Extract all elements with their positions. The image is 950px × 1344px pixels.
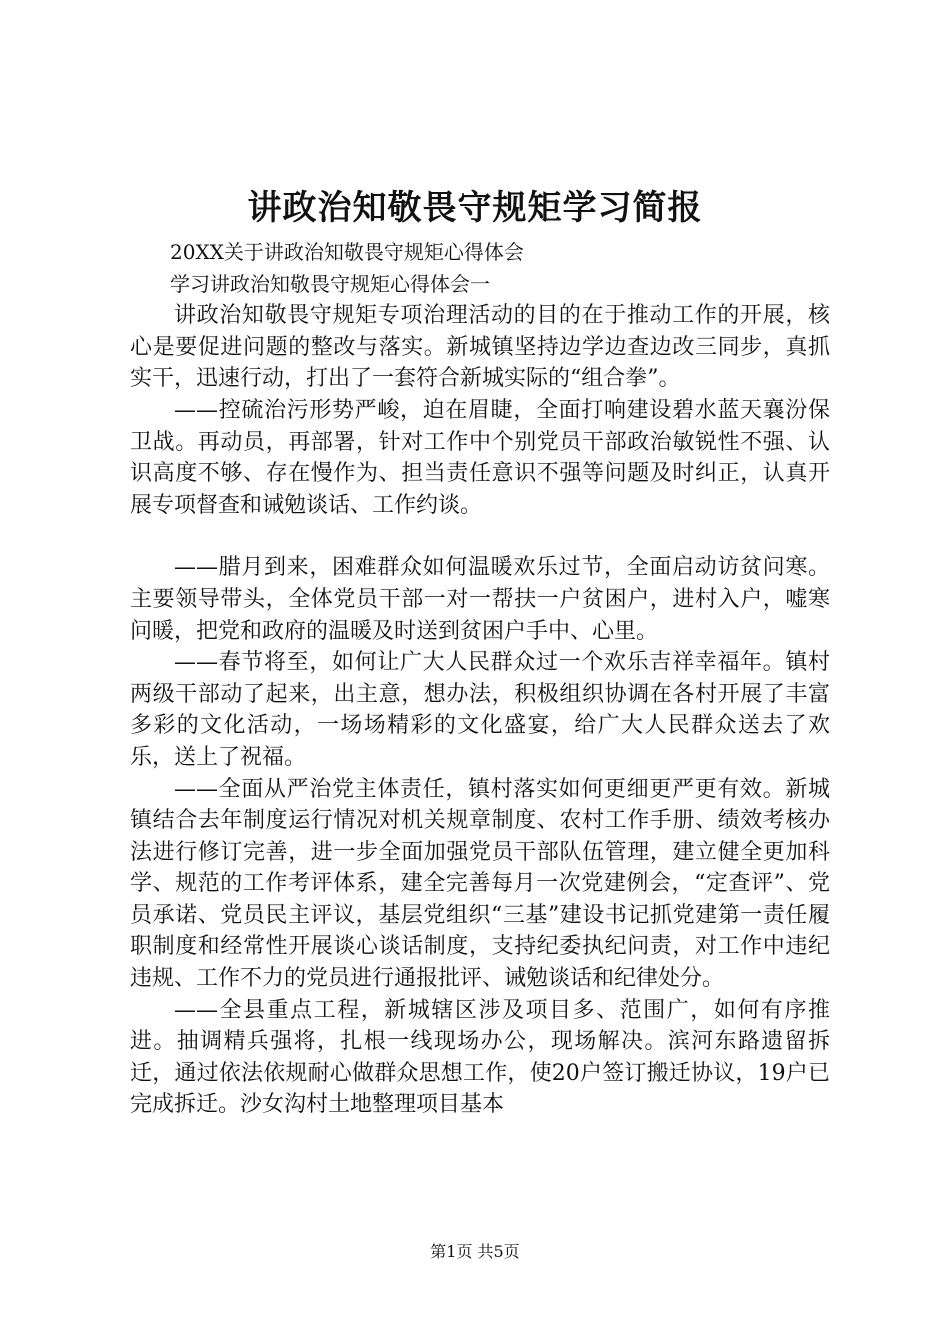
body-paragraph: ——腊月到来，困难群众如何温暖欢乐过节，全面启动访贫问寒。主要领导带头，全体党员干部一对一帮扶一户贫困户，进村入户，嘘寒问暖，把党和政府的温暖及时送到贫困户手中、心里。 (130, 555, 830, 644)
body-paragraph: ——春节将至，如何让广大人民群众过一个欢乐吉祥幸福年。镇村两级干部动了起来，出主意，想办法，积极组织协调在各村开展了丰富多彩的文化活动，一场场精彩的文化盛宴，给广大人民群众送去了欢乐，送上了祝福。 (130, 650, 830, 770)
body-paragraph: ——全面从严治党主体责任，镇村落实如何更细更严更有效。新城镇结合去年制度运行情况对机关规章制度、农村工作手册、绩效考核办法进行修订完善，进一步全面加强党员干部队伍管理，建立健全更加科学、规范的工作考评体系，建全完善每月一次党建例会，“定查评”、党员承诺、党员民主评议，基层党组织“三基”建设书记抓党建第一责任履职制度和经常性开展谈心谈话制度，支持纪委执纪问责，对工作中违纪违规、工作不力的党员进行通报批评、诫勉谈话和纪律处分。 (130, 776, 830, 992)
body-paragraph: 讲政治知敬畏守规矩专项治理活动的目的在于推动工作的开展，核心是要促进问题的整改与落实。新城镇坚持边学边查边改三同步，真抓实干，迅速行动，打出了一套符合新城实际的“组合拳”。 (130, 303, 830, 392)
section-heading: 学习讲政治知敬畏守规矩心得体会一 (170, 271, 490, 296)
body-paragraph: ——控硫治污形势严峻，迫在眉睫，全面打响建设碧水蓝天襄汾保卫战。再动员，再部署，针对工作中个别党员干部政治敏锐性不强、认识高度不够、存在慢作为、担当责任意识不强等问题及时纠正，认真开展专项督查和诫勉谈话、工作约谈。 (130, 397, 830, 518)
subtitle-line: 20XX关于讲政治知敬畏守规矩心得体会 (170, 240, 524, 264)
page-title: 讲政治知敬畏守规矩学习简报 (247, 188, 703, 228)
body-paragraph: ——全县重点工程，新城辖区涉及项目多、范围广，如何有序推进。抽调精兵强将，扎根一线现场办公，现场解决。滨河东路遗留拆迁，通过依法依规耐心做群众思想工作，使20户签订搬迁协议，19户已完成拆迁。沙女沟村土地整理项目基本 (130, 997, 830, 1118)
page-indicator: 第1页 共5页 (430, 1242, 520, 1261)
document-body (130, 237, 830, 1121)
